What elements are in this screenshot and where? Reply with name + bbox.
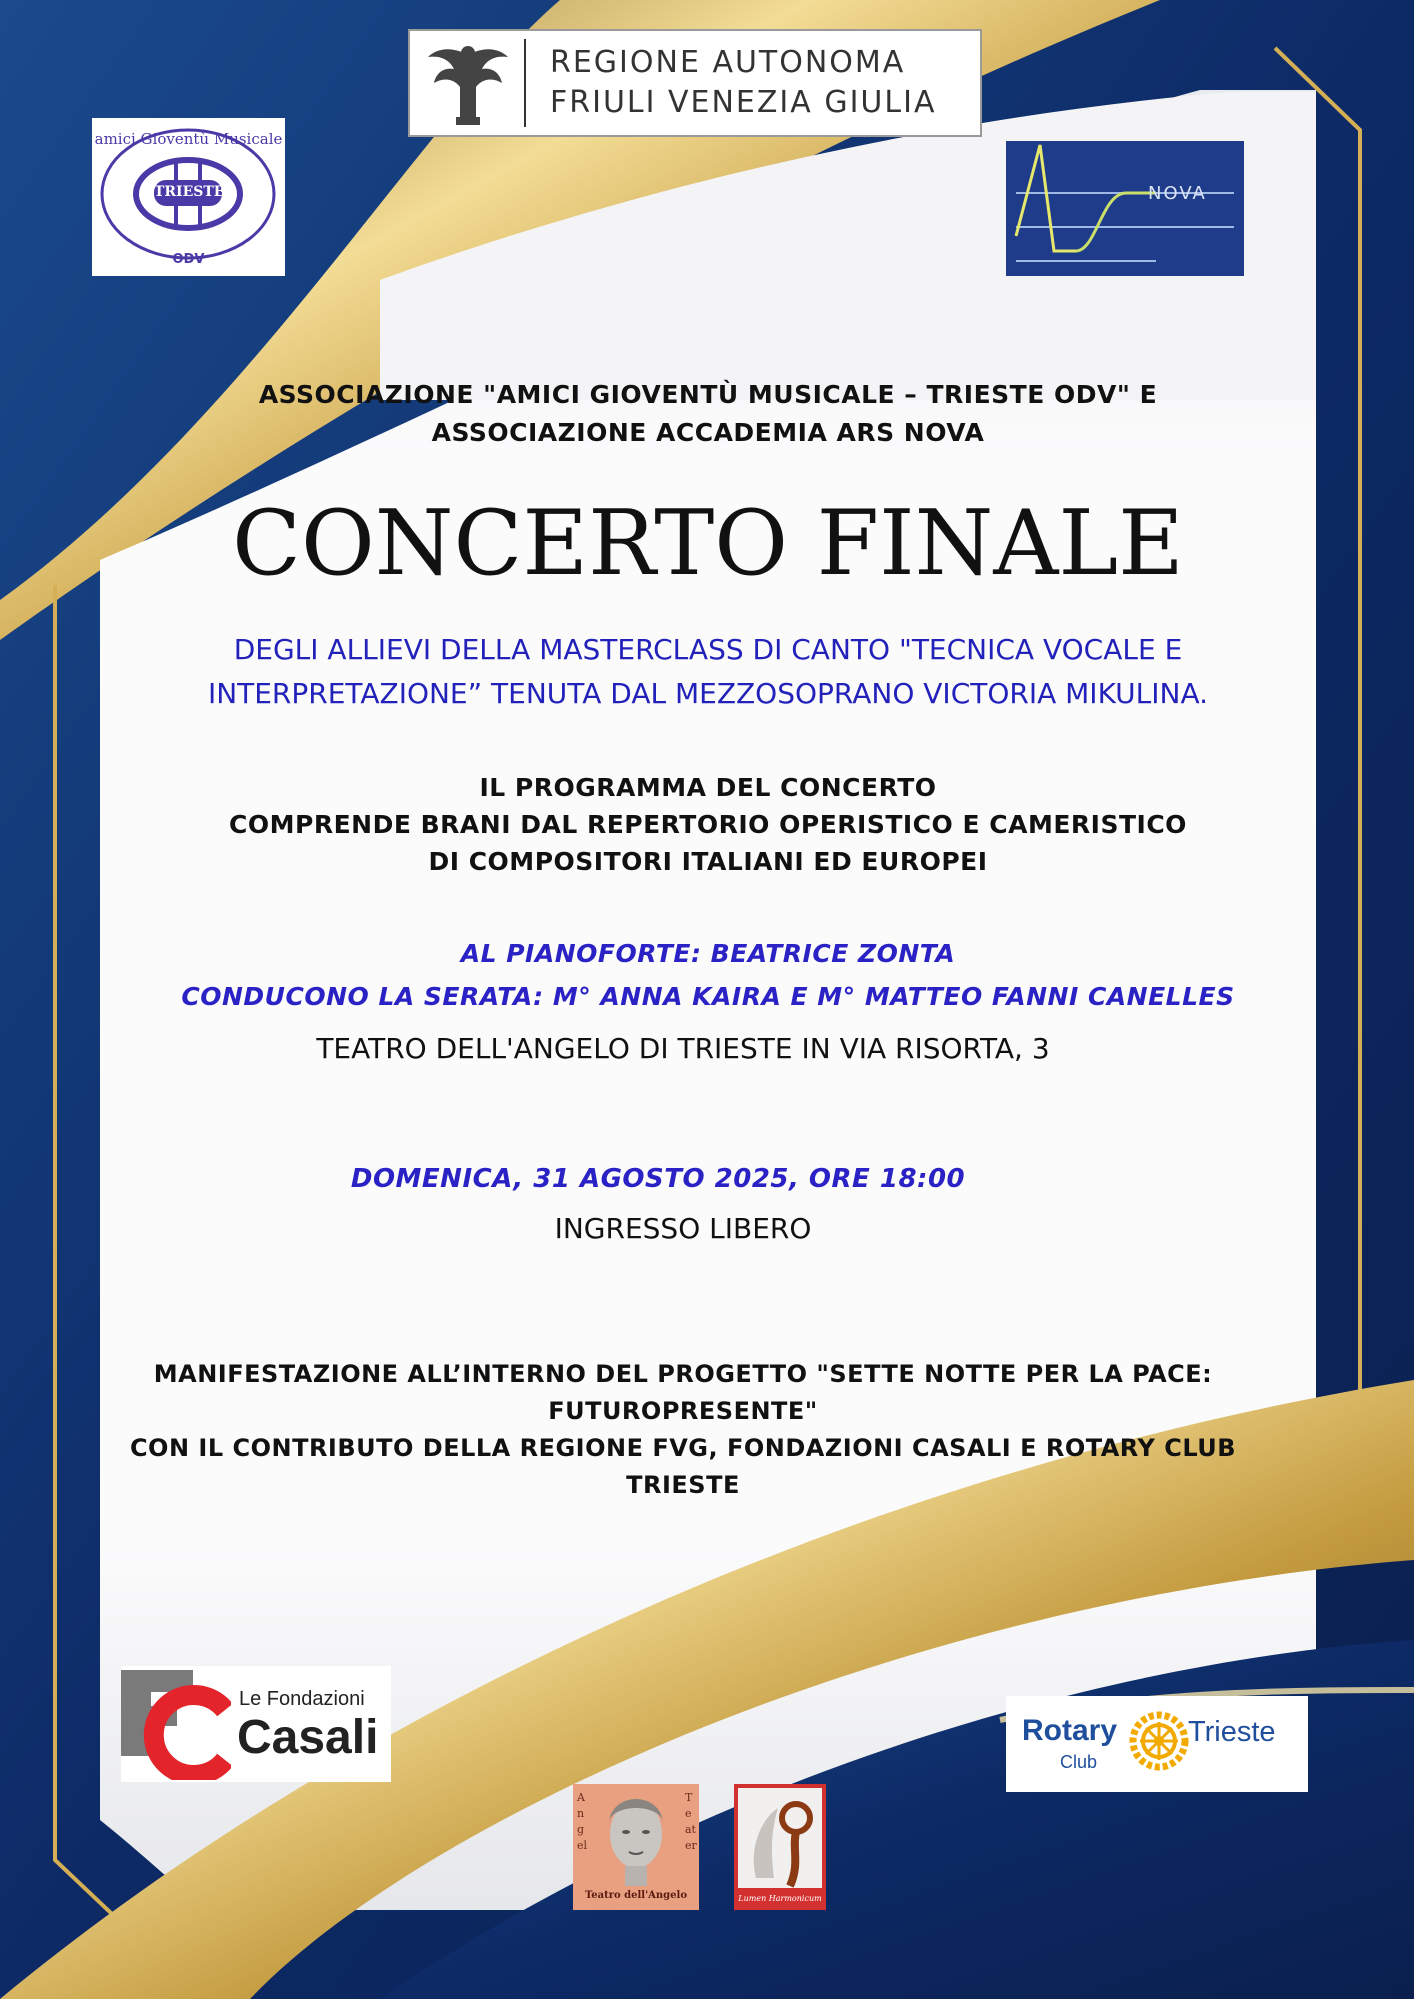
- rotary-wheel-icon: [1128, 1710, 1190, 1772]
- rotary-club-text: Club: [1060, 1752, 1098, 1772]
- teatro-angelo-logo: [573, 1784, 699, 1910]
- organizers-block: [100, 376, 1316, 452]
- fondazioni-casali-logo: [121, 1666, 391, 1782]
- subtitle-block: [100, 628, 1316, 716]
- teatro-side-left: Angel: [577, 1791, 588, 1852]
- fc-mark-icon: [121, 1670, 231, 1780]
- teatro-caption: Teatro dell'Angelo: [584, 1890, 688, 1901]
- agm-odv-text: ODV: [172, 252, 205, 267]
- program-line2: COMPRENDE BRANI DAL REPERTORIO OPERISTICO E CAMERISTICO: [229, 810, 1187, 839]
- pianist-line: AL PIANOFORTE: BEATRICE ZONTA: [460, 939, 956, 968]
- subtitle-line1: DEGLI ALLIEVI DELLA MASTERCLASS DI CANTO "TECNICA VOCALE E: [233, 633, 1183, 666]
- credits-line1: MANIFESTAZIONE ALL’INTERNO DEL PROGETTO "SETTE NOTTE PER LA PACE:: [153, 1360, 1213, 1388]
- eagle-icon: [424, 37, 512, 129]
- agm-trieste-logo: [92, 118, 285, 276]
- program-line1: IL PROGRAMMA DEL CONCERTO: [479, 773, 937, 802]
- program-line3: DI COMPOSITORI ITALIANI ED EUROPEI: [428, 847, 988, 876]
- admission-line: INGRESSO LIBERO: [554, 1212, 812, 1245]
- hosts-line: CONDUCONO LA SERATA: M° ANNA KAIRA E M° MATTEO FANNI CANELLES: [181, 982, 1235, 1011]
- ars-nova-text: NOVA: [1148, 183, 1207, 204]
- program-block: [100, 769, 1316, 880]
- rotary-club-logo: [1006, 1696, 1308, 1792]
- credits-line3: CON IL CONTRIBUTO DELLA REGIONE FVG, FONDAZIONI CASALI E ROTARY CLUB: [129, 1434, 1237, 1462]
- performers-block: [100, 932, 1316, 1018]
- subtitle-line2: INTERPRETAZIONE” TENUTA DAL MEZZOSOPRANO VICTORIA MIKULINA.: [207, 677, 1209, 710]
- region-name-line1: REGIONE AUTONOMA: [550, 45, 906, 80]
- organizers-line1: ASSOCIAZIONE "AMICI GIOVENTÙ MUSICALE – TRIESTE ODV" E: [258, 380, 1158, 409]
- teatro-side-right: Teater: [685, 1791, 697, 1852]
- casali-subtitle: Le Fondazioni: [239, 1688, 365, 1710]
- agm-center-text: TRIESTE: [154, 184, 225, 200]
- region-fvg-logo: [408, 29, 982, 137]
- agm-arc-text: amici Gioventù Musicale: [94, 130, 283, 148]
- venue-line: TEATRO DELL'ANGELO DI TRIESTE IN VIA RISORTA, 3: [316, 1032, 1050, 1065]
- page-title: CONCERTO FINALE: [232, 491, 1184, 596]
- region-name-line2: FRIULI VENEZIA GIULIA: [550, 85, 937, 120]
- rotary-city: Trieste: [1188, 1716, 1276, 1748]
- lumen-caption: Lumen Harmonicum: [738, 1894, 822, 1903]
- credits-line2: FUTUROPRESENTE": [548, 1397, 818, 1425]
- credits-block: [100, 1356, 1266, 1504]
- event-date: DOMENICA, 31 AGOSTO 2025, ORE 18:00: [350, 1164, 966, 1194]
- credits-line4: TRIESTE: [626, 1471, 740, 1499]
- rotary-name: Rotary: [1022, 1714, 1118, 1747]
- ars-nova-logo: [1006, 141, 1244, 276]
- violin-scroll-icon: [738, 1788, 822, 1888]
- angel-face-icon: [595, 1790, 677, 1886]
- organizers-line2: ASSOCIAZIONE ACCADEMIA ARS NOVA: [431, 418, 985, 447]
- casali-name: Casali: [237, 1711, 379, 1764]
- lumen-harmonicum-logo: [734, 1784, 826, 1910]
